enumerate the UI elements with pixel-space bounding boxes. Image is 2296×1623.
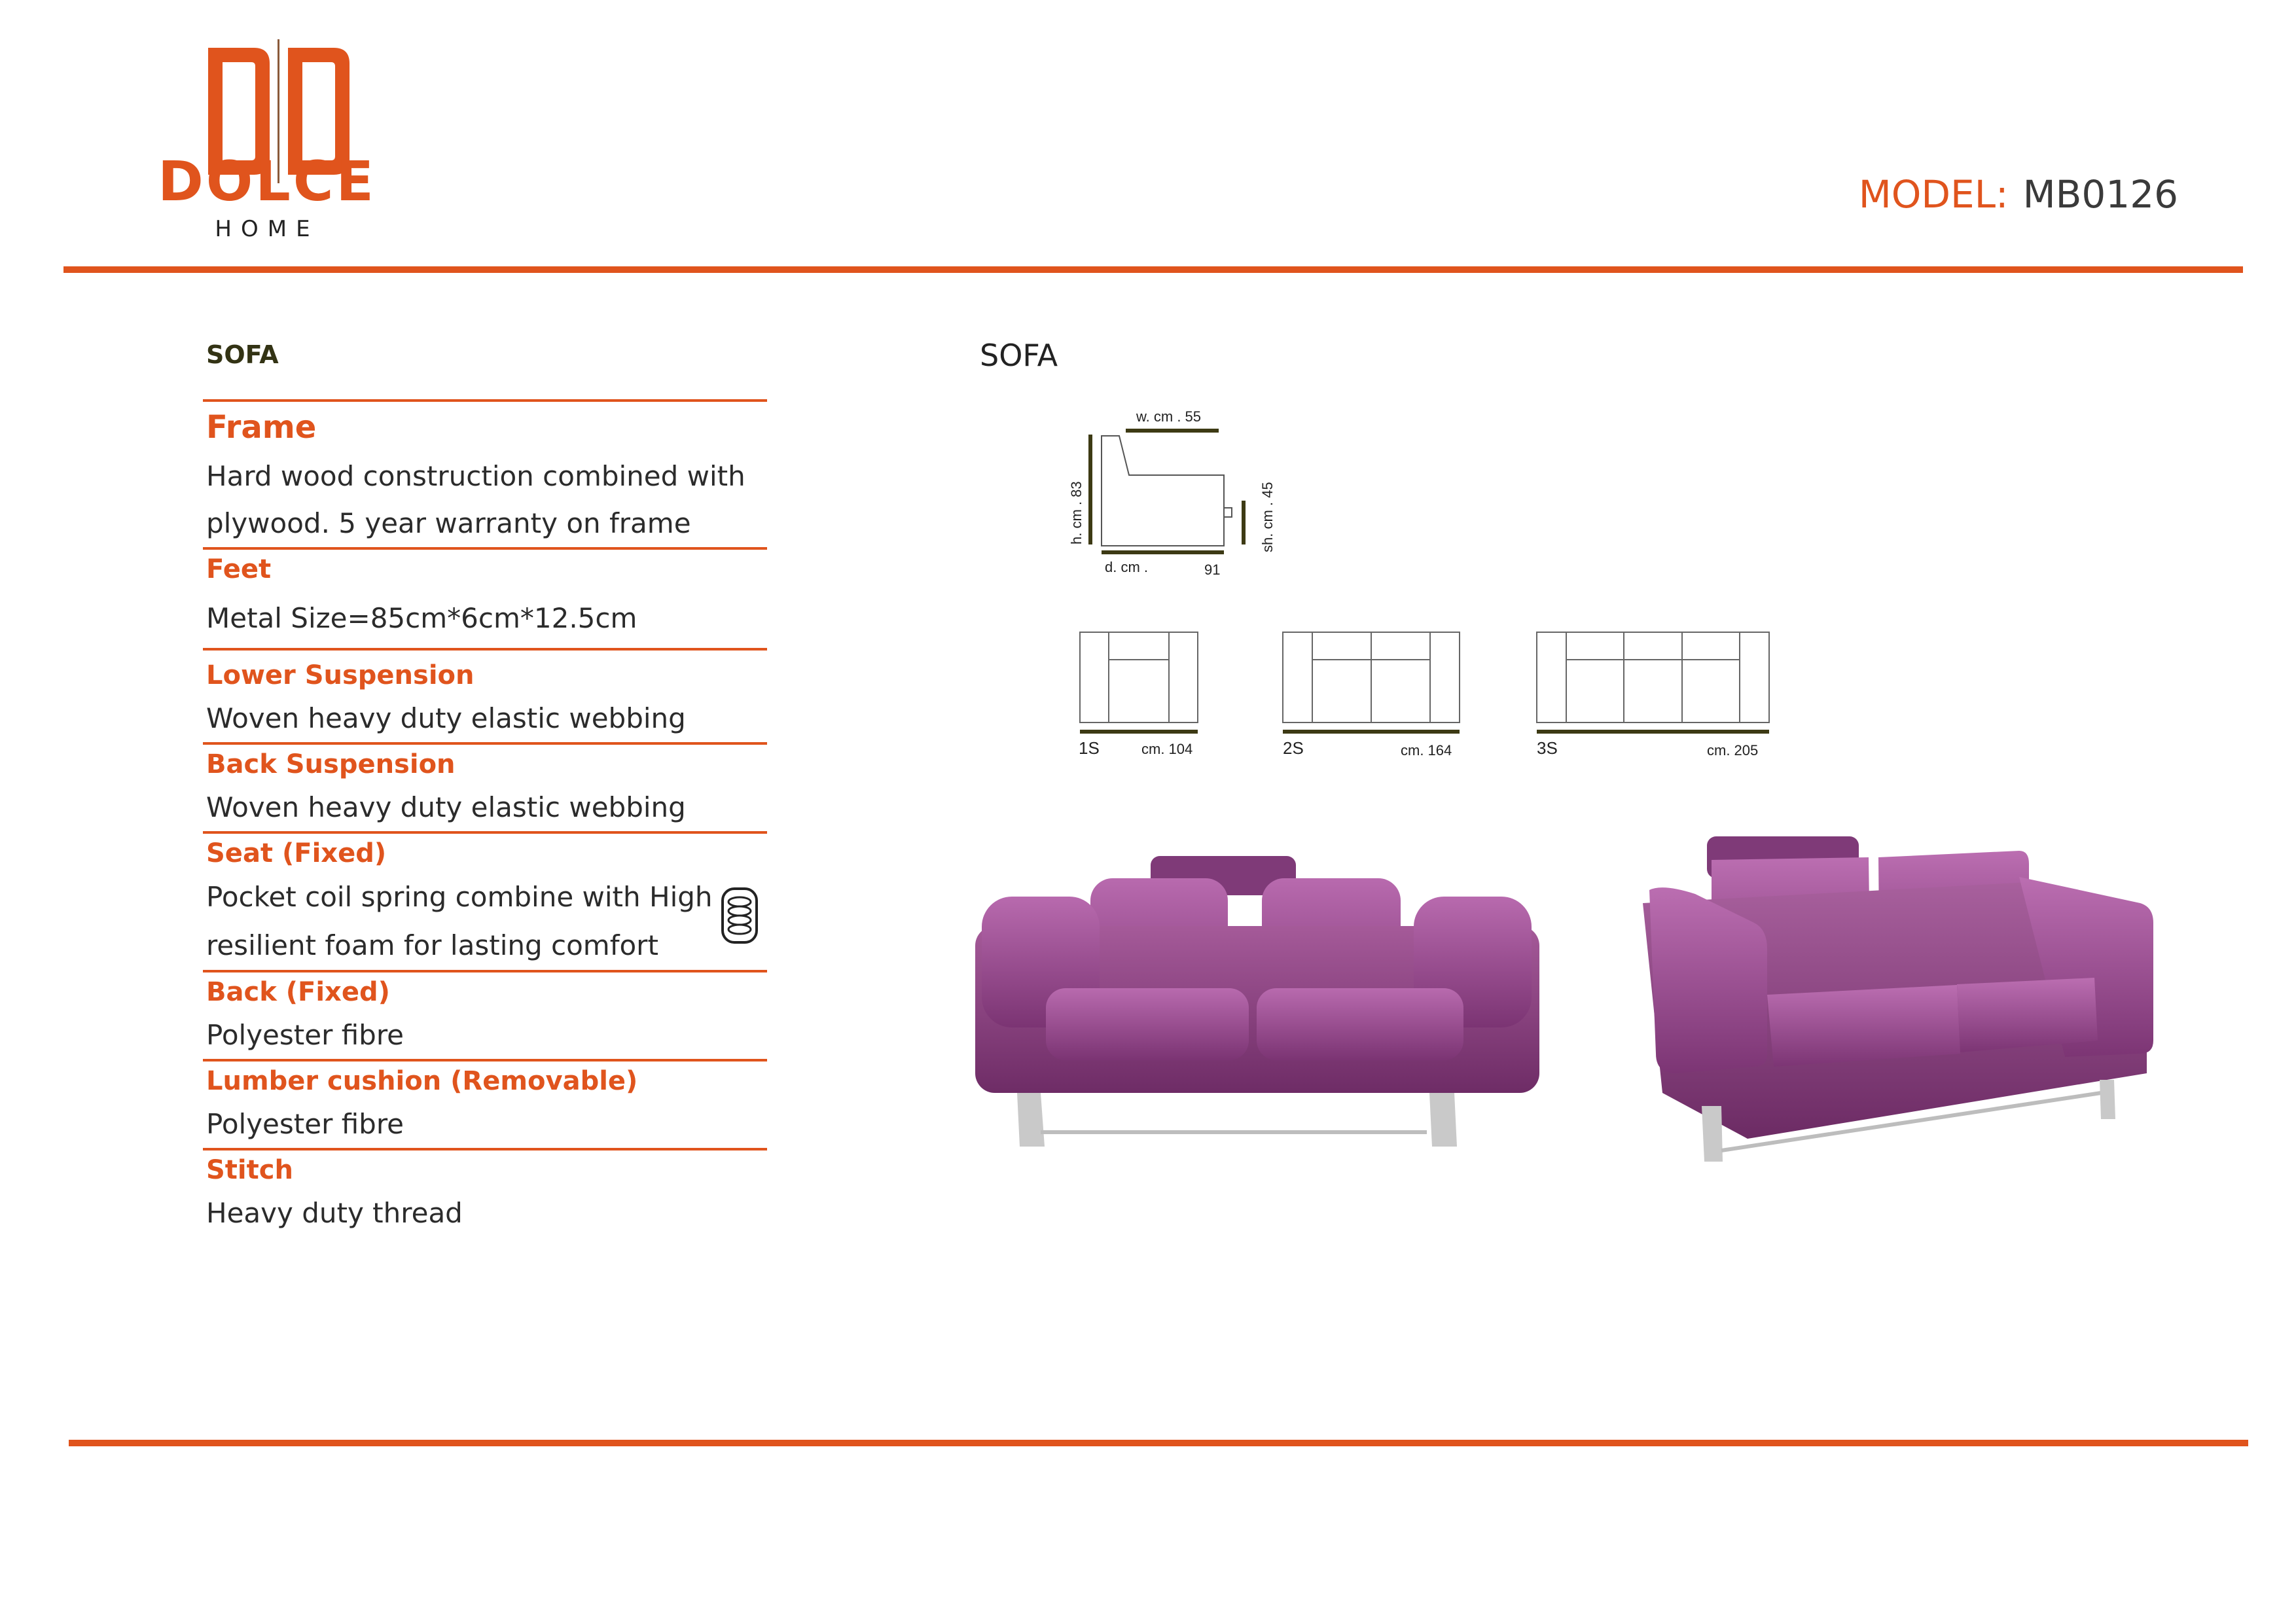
spec-list <box>203 399 766 1237</box>
model-value: MB0126 <box>2022 172 2178 217</box>
spec-line: resilient foam for lasting comfort <box>206 929 658 961</box>
coil-spring-icon <box>720 886 759 945</box>
plan-2s <box>1283 632 1460 722</box>
brand-name: DOLCE <box>158 149 376 213</box>
seat-description <box>203 873 766 970</box>
seat-height-label: sh. cm . 45 <box>1259 482 1276 552</box>
spec-heading-stitch: Stitch <box>206 1155 293 1185</box>
bottom-divider <box>69 1440 2248 1446</box>
spec-line: Heavy duty thread <box>206 1197 463 1229</box>
size-2s-width: cm. 164 <box>1401 742 1452 758</box>
spec-line: Metal Size=85cm*6cm*12.5cm <box>206 602 637 634</box>
spec-heading-lumber-cushion: Lumber cushion (Removable) <box>206 1066 638 1096</box>
size-3s-width: cm. 205 <box>1707 742 1759 758</box>
diagram-title: SOFA <box>980 338 1058 373</box>
side-profile <box>1102 436 1232 546</box>
spec-heading-back-suspension: Back Suspension <box>206 749 456 779</box>
spec-line: plywood. 5 year warranty on frame <box>206 507 691 539</box>
size-2s-code: 2S <box>1283 738 1304 758</box>
spec-line: Woven heavy duty elastic webbing <box>206 791 686 823</box>
size-1s-code: 1S <box>1079 738 1100 758</box>
brand-sub: HOME <box>215 216 319 242</box>
spec-line: Pocket coil spring combine with High <box>206 881 713 913</box>
sofa-front-photo <box>969 825 1545 1165</box>
height-label: h. cm . 83 <box>1068 481 1085 544</box>
plan-1s <box>1080 632 1198 722</box>
size-3s-code: 3S <box>1537 738 1558 758</box>
spec-line: Polyester fibre <box>206 1108 404 1140</box>
plan-3s <box>1537 632 1769 722</box>
spec-title: SOFA <box>206 340 279 369</box>
spec-heading-frame: Frame <box>206 409 317 446</box>
spec-line: Polyester fibre <box>206 1019 404 1051</box>
spec-heading-back: Back (Fixed) <box>206 977 390 1007</box>
spec-heading-lower-suspension: Lower Suspension <box>206 660 475 690</box>
size-1s-width: cm. 104 <box>1141 741 1193 757</box>
depth-label: d. cm . <box>1105 559 1149 575</box>
model-label: MODEL: <box>1858 172 2009 217</box>
model-number <box>1858 172 2178 217</box>
spec-line: Woven heavy duty elastic webbing <box>206 702 686 734</box>
spec-heading-seat: Seat (Fixed) <box>206 838 387 868</box>
depth-value: 91 <box>1204 562 1221 578</box>
spec-heading-feet: Feet <box>206 554 272 584</box>
sofa-angle-photo <box>1636 831 2173 1178</box>
top-divider <box>63 266 2243 273</box>
dimension-diagram <box>1047 393 1833 772</box>
width-label: w. cm . 55 <box>1136 408 1202 425</box>
spec-line: Hard wood construction combined with <box>206 460 745 492</box>
